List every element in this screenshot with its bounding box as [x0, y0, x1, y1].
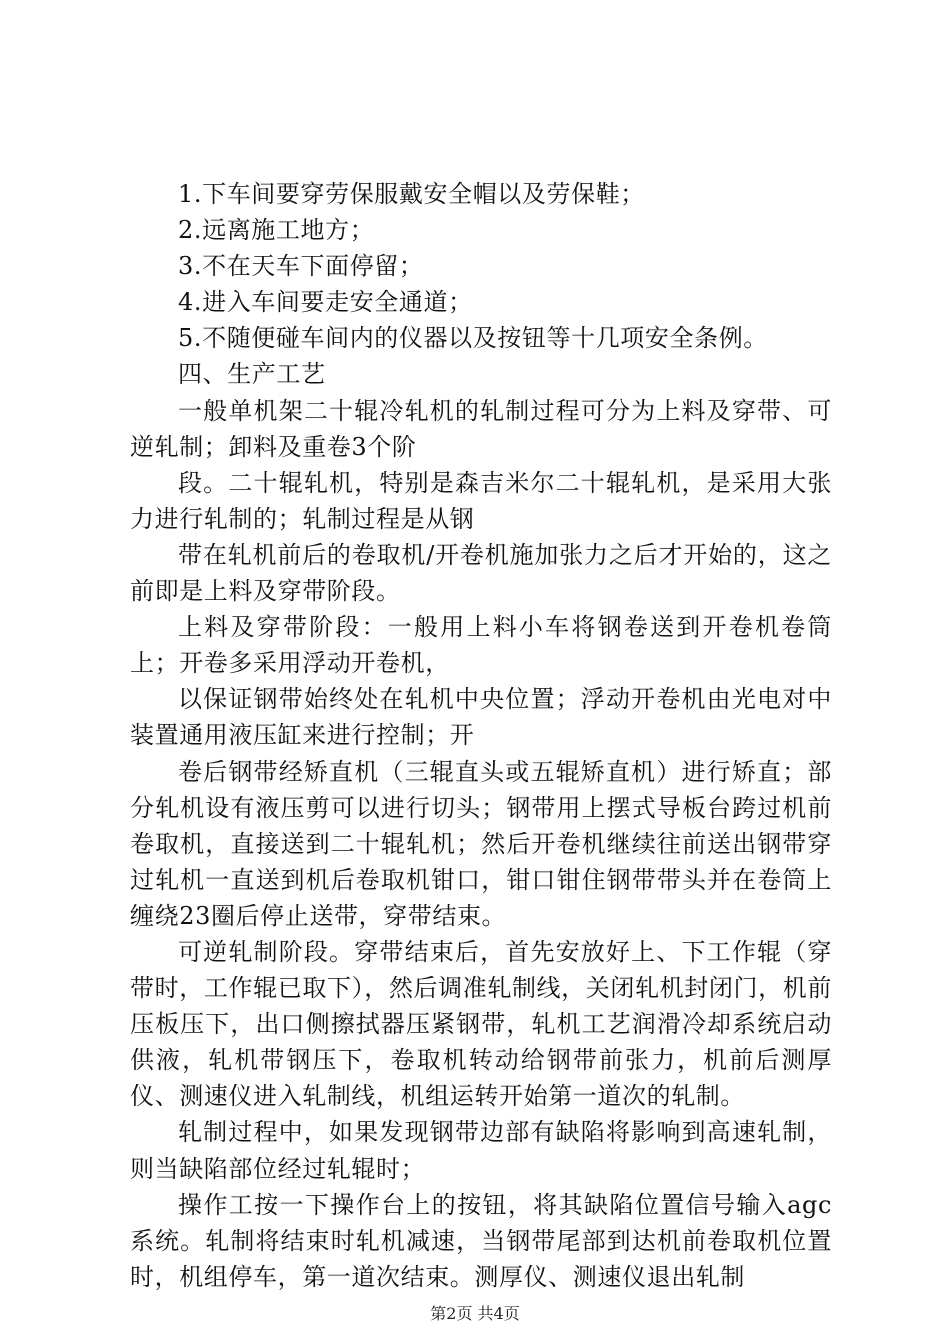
- page-number-footer: 第2页 共4页: [430, 1304, 520, 1323]
- paragraph-threading-stage: 上料及穿带阶段：一般用上料小车将钢卷送到开卷机卷筒上；开卷多采用浮动开卷机，: [130, 613, 832, 678]
- paragraph-safety-2: 2.远离施工地方；: [178, 216, 375, 245]
- paragraph-threading-straightening: 卷后钢带经矫直机（三辊直头或五辊矫直机）进行矫直；部分轧机设有液压剪可以进行切头；钢带用上摆式导板台跨过机前卷取机，直接送到二十辊轧机；然后开卷机继续往前送出钢带穿过轧机一直送到机后卷取机钳口，钳口钳住钢带带头并在卷筒上缠绕23圈后停止送带，穿带结束。: [130, 757, 832, 930]
- paragraph-safety-5: 5.不随便碰车间内的仪器以及按钮等十几项安全条例。: [178, 324, 768, 353]
- paragraph-threading-intro: 带在轧机前后的卷取机/开卷机施加张力之后才开始的，这之前即是上料及穿带阶段。: [130, 540, 832, 606]
- paragraph-process-overview-cont: 段。二十辊轧机，特别是森吉米尔二十辊轧机，是采用大张力进行轧制的；轧制过程是从钢: [130, 468, 832, 533]
- paragraph-operator-action: 操作工按一下操作台上的按钮，将其缺陷位置信号输入agc系统。轧制将结束时轧机减速，当钢带尾部到达机前卷取机位置时，机组停车，第一道次结束。测厚仪、测速仪退出轧制: [130, 1190, 832, 1291]
- paragraph-threading-uncoiler: 以保证钢带始终处在轧机中央位置；浮动开卷机由光电对中装置通用液压缸来进行控制；开: [130, 685, 832, 750]
- paragraph-reversible-rolling: 可逆轧制阶段。穿带结束后，首先安放好上、下工作辊（穿带时，工作辊已取下），然后调准轧制线，关闭轧机封闭门，机前压板压下，出口侧擦拭器压紧钢带，轧机工艺润滑冷却系统启动供液，轧机带钢压下，卷取机转动给钢带前张力，机前后测厚仪、测速仪进入轧制线，机组运转开始第一道次的轧制。: [130, 937, 832, 1111]
- paragraph-safety-1: 1.下车间要穿劳保服戴安全帽以及劳保鞋；: [178, 180, 645, 208]
- paragraph-defect-detection: 轧制过程中，如果发现钢带边部有缺陷将影响到高速轧制，则当缺陷部位经过轧辊时；: [130, 1118, 832, 1183]
- paragraph-process-overview: 一般单机架二十辊冷轧机的轧制过程可分为上料及穿带、可逆轧制；卸料及重卷3个阶: [130, 396, 832, 461]
- section-heading: 四、生产工艺: [178, 360, 326, 389]
- paragraph-safety-3: 3.不在天车下面停留；: [178, 252, 424, 281]
- paragraph-safety-4: 4.进入车间要走安全通道；: [178, 288, 473, 317]
- document-body: [130, 176, 832, 1295]
